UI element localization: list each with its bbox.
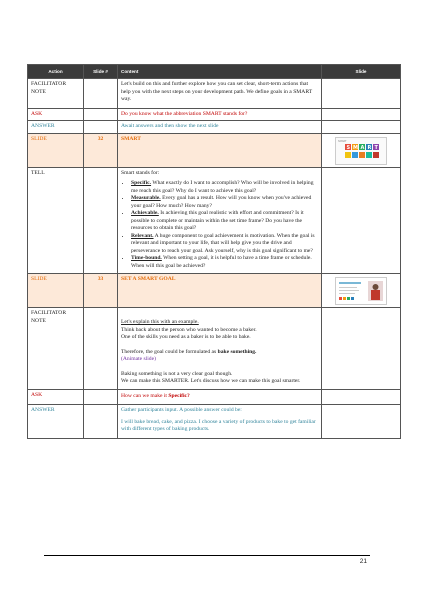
action-cell: TELL bbox=[28, 167, 84, 274]
table-row bbox=[28, 274, 401, 308]
page-number: 21 bbox=[359, 558, 367, 565]
slide-cell bbox=[322, 405, 401, 439]
action-cell: ANSWER bbox=[28, 405, 84, 439]
slide-cell bbox=[322, 167, 401, 274]
content-cell bbox=[118, 167, 322, 274]
svg-text:A: A bbox=[360, 144, 365, 151]
slide-no-cell bbox=[84, 108, 118, 121]
list-item: • Specific. What exactly do I want to accomplish? Who will be involved in helping me reach this goal? Why do I want to achieve this goal? bbox=[131, 180, 318, 195]
svg-text:SMART: SMART bbox=[338, 139, 347, 143]
slide-no-cell bbox=[84, 389, 118, 405]
slide-no-cell bbox=[84, 121, 118, 134]
slide-cell bbox=[322, 133, 401, 167]
animate-note: (Animate slide) bbox=[121, 356, 156, 362]
slide-no-cell bbox=[84, 405, 118, 439]
slide-32-thumbnail bbox=[335, 137, 387, 165]
table-row bbox=[28, 121, 401, 134]
list-item: • Time-bound. When setting a goal, it is helpful to have a time frame or schedule. When will this goal be achieved? bbox=[131, 255, 318, 270]
list-item: • Measurable. Every goal has a result. How will you know when you've achieved your goal? How much? How many? bbox=[131, 195, 318, 210]
table-row bbox=[28, 308, 401, 390]
table-row bbox=[28, 79, 401, 109]
action-cell: SLIDE bbox=[28, 274, 84, 308]
action-cell: SLIDE bbox=[28, 133, 84, 167]
header-content: Content bbox=[118, 65, 322, 79]
example-heading: Let's explain this with an example. bbox=[121, 319, 199, 325]
slide-cell bbox=[322, 308, 401, 390]
slide-cell bbox=[322, 274, 401, 308]
table-row bbox=[28, 405, 401, 439]
slide-cell bbox=[322, 108, 401, 121]
list-item: • Relevant. A huge component to goal achievement is motivation. When the goal is relevant and important to your life, that will help give you the drive and perseverance to reach your goal. Ask yourself, why is this goal significant to me? bbox=[131, 233, 318, 256]
svg-text:S: S bbox=[346, 144, 351, 151]
svg-text:M: M bbox=[353, 144, 358, 151]
action-cell: ANSWER bbox=[28, 121, 84, 134]
content-cell: SMART bbox=[118, 133, 322, 167]
slide-no-cell: 32 bbox=[84, 133, 118, 167]
slide-no-cell: 33 bbox=[84, 274, 118, 308]
action-cell: FACILITATOR NOTE bbox=[28, 79, 84, 109]
header-slide: Slide bbox=[322, 65, 401, 79]
footer-divider bbox=[44, 555, 370, 556]
header-slide-no: Slide # bbox=[84, 65, 118, 79]
slide-cell bbox=[322, 389, 401, 405]
table-row bbox=[28, 108, 401, 121]
header-action: Action bbox=[28, 65, 84, 79]
table-row bbox=[28, 133, 401, 167]
smart-list bbox=[121, 180, 318, 270]
baker-slide-graphic bbox=[336, 278, 386, 304]
list-item: • Achievable. Is achieving this goal realistic with effort and commitment? Is it possible to complete or maintain within the set time frame? Do you have the resources to obtain this goal? bbox=[131, 210, 318, 233]
slide-33-thumbnail bbox=[335, 277, 387, 305]
slide-no-cell bbox=[84, 167, 118, 274]
content-cell: Await answers and then show the next slide bbox=[118, 121, 322, 134]
content-cell: How can we make it Specific? bbox=[118, 389, 322, 405]
content-cell: Gather participants input. A possible answer could be: I will bake bread, cake, and pizza. I choose a variety of products to bake to get familiar with different types of baking products. bbox=[118, 405, 322, 439]
tell-intro: Smart stands for: bbox=[121, 169, 160, 176]
facilitator-table-wrapper bbox=[27, 64, 400, 439]
table-header bbox=[28, 65, 401, 79]
svg-text:R: R bbox=[367, 144, 372, 151]
content-cell: Let's explain this with an example. Think back about the person who wanted to become a baker. One of the skills you need as a baker is to be able to bake. Therefore, the goal could be formulated as bake something. (Animate slide) Baking something is not a very clear goal though. We can make this SMARTER. Let's discuss how we can make this goal smarter. bbox=[118, 308, 322, 390]
action-cell: ASK bbox=[28, 108, 84, 121]
table-row bbox=[28, 389, 401, 405]
svg-text:T: T bbox=[374, 144, 378, 151]
table-row bbox=[28, 167, 401, 274]
content-cell: Let's build on this and further explore how you can set clear, short-term actions that help you with the next steps on your development path. We define goals in a SMART way. bbox=[118, 79, 322, 109]
slide-no-cell bbox=[84, 79, 118, 109]
slide-cell bbox=[322, 121, 401, 134]
facilitator-table bbox=[27, 64, 401, 439]
smart-letters-graphic bbox=[336, 138, 386, 164]
content-cell: Do you know what the abbreviation SMART stands for? bbox=[118, 108, 322, 121]
slide-cell bbox=[322, 79, 401, 109]
slide-no-cell bbox=[84, 308, 118, 390]
action-cell: ASK bbox=[28, 389, 84, 405]
action-cell: FACILITATOR NOTE bbox=[28, 308, 84, 390]
content-cell: SET A SMART GOAL bbox=[118, 274, 322, 308]
